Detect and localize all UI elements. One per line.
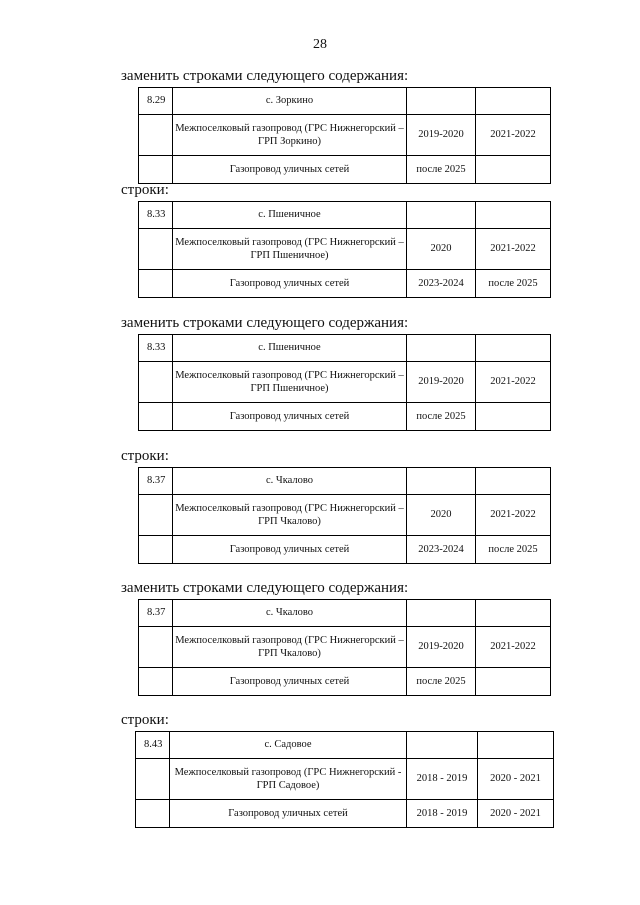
item-number-cell: 8.33 (139, 202, 173, 229)
period-cell: после 2025 (476, 536, 551, 564)
item-number-cell (136, 800, 170, 828)
replacement-table (138, 599, 551, 696)
period-cell: 2021-2022 (476, 229, 551, 270)
original-table (138, 467, 551, 564)
table-row (139, 536, 551, 564)
pipeline-cell: Межпоселковый газопровод (ГРС Нижнегорский – ГРП Чкалово) (173, 495, 407, 536)
pipeline-cell: Газопровод уличных сетей (173, 156, 407, 184)
replacement-table (138, 334, 551, 431)
original-table (135, 731, 554, 828)
table-row (139, 202, 551, 229)
period-cell: 2018 - 2019 (407, 759, 478, 800)
page-number: 28 (313, 37, 327, 52)
item-number-cell (139, 627, 173, 668)
period-cell (476, 468, 551, 495)
settlement-cell: с. Пшеничное (173, 335, 407, 362)
table-row (136, 732, 554, 759)
pipeline-cell: Газопровод уличных сетей (173, 536, 407, 564)
period-cell: 2021-2022 (476, 115, 551, 156)
period-cell: после 2025 (407, 156, 476, 184)
item-number-cell: 8.33 (139, 335, 173, 362)
section-label: строки: (121, 712, 169, 728)
section-label: заменить строками следующего содержания: (121, 580, 409, 596)
table-row (139, 627, 551, 668)
item-number-cell: 8.37 (139, 468, 173, 495)
period-cell: 2021-2022 (476, 362, 551, 403)
item-number-cell: 8.29 (139, 88, 173, 115)
period-cell (476, 403, 551, 431)
item-number-cell (139, 362, 173, 403)
item-number-cell (139, 156, 173, 184)
item-number-cell (139, 403, 173, 431)
period-cell: 2018 - 2019 (407, 800, 478, 828)
pipeline-cell: Межпоселковый газопровод (ГРС Нижнегорский – ГРП Чкалово) (173, 627, 407, 668)
period-cell (476, 202, 551, 229)
period-cell: 2020 (407, 229, 476, 270)
table-row (136, 759, 554, 800)
period-cell (476, 88, 551, 115)
period-cell: 2020 - 2021 (478, 800, 554, 828)
section-label: заменить строками следующего содержания: (121, 68, 409, 84)
period-cell: 2023-2024 (407, 270, 476, 298)
pipeline-cell: Газопровод уличных сетей (170, 800, 407, 828)
period-cell: 2023-2024 (407, 536, 476, 564)
period-cell (407, 732, 478, 759)
settlement-cell: с. Садовое (170, 732, 407, 759)
table-row (139, 495, 551, 536)
period-cell (476, 600, 551, 627)
period-cell (476, 668, 551, 696)
pipeline-cell: Межпоселковый газопровод (ГРС Нижнегорский – ГРП Пшеничное) (173, 229, 407, 270)
item-number-cell (139, 495, 173, 536)
period-cell: после 2025 (407, 668, 476, 696)
table-row (136, 800, 554, 828)
period-cell (407, 600, 476, 627)
pipeline-cell: Газопровод уличных сетей (173, 668, 407, 696)
period-cell (478, 732, 554, 759)
table-row (139, 270, 551, 298)
pipeline-cell: Межпоселковый газопровод (ГРС Нижнегорский – ГРП Зоркино) (173, 115, 407, 156)
period-cell (407, 202, 476, 229)
pipeline-cell: Межпоселковый газопровод (ГРС Нижнегорский – ГРП Пшеничное) (173, 362, 407, 403)
table-row (139, 362, 551, 403)
table-row (139, 600, 551, 627)
period-cell: 2019-2020 (407, 115, 476, 156)
period-cell: 2021-2022 (476, 495, 551, 536)
period-cell: после 2025 (407, 403, 476, 431)
period-cell (407, 335, 476, 362)
table-row (139, 468, 551, 495)
table-row (139, 156, 551, 184)
period-cell: 2019-2020 (407, 627, 476, 668)
item-number-cell (139, 115, 173, 156)
item-number-cell (139, 668, 173, 696)
settlement-cell: с. Чкалово (173, 600, 407, 627)
item-number-cell: 8.43 (136, 732, 170, 759)
settlement-cell: с. Чкалово (173, 468, 407, 495)
table-row (139, 335, 551, 362)
period-cell: 2019-2020 (407, 362, 476, 403)
table-row (139, 229, 551, 270)
original-table (138, 201, 551, 298)
period-cell (407, 468, 476, 495)
table-row (139, 115, 551, 156)
pipeline-cell: Газопровод уличных сетей (173, 403, 407, 431)
period-cell: после 2025 (476, 270, 551, 298)
table-row (139, 668, 551, 696)
item-number-cell: 8.37 (139, 600, 173, 627)
settlement-cell: с. Зоркино (173, 88, 407, 115)
settlement-cell: с. Пшеничное (173, 202, 407, 229)
pipeline-cell: Межпоселковый газопровод (ГРС Нижнегорский - ГРП Садовое) (170, 759, 407, 800)
period-cell (407, 88, 476, 115)
period-cell (476, 156, 551, 184)
pipeline-cell: Газопровод уличных сетей (173, 270, 407, 298)
replacement-table (138, 87, 551, 184)
table-row (139, 88, 551, 115)
item-number-cell (139, 229, 173, 270)
section-label: строки: (121, 182, 169, 198)
item-number-cell (139, 536, 173, 564)
period-cell: 2021-2022 (476, 627, 551, 668)
section-label: строки: (121, 448, 169, 464)
period-cell: 2020 (407, 495, 476, 536)
period-cell (476, 335, 551, 362)
item-number-cell (139, 270, 173, 298)
item-number-cell (136, 759, 170, 800)
table-row (139, 403, 551, 431)
period-cell: 2020 - 2021 (478, 759, 554, 800)
section-label: заменить строками следующего содержания: (121, 315, 409, 331)
